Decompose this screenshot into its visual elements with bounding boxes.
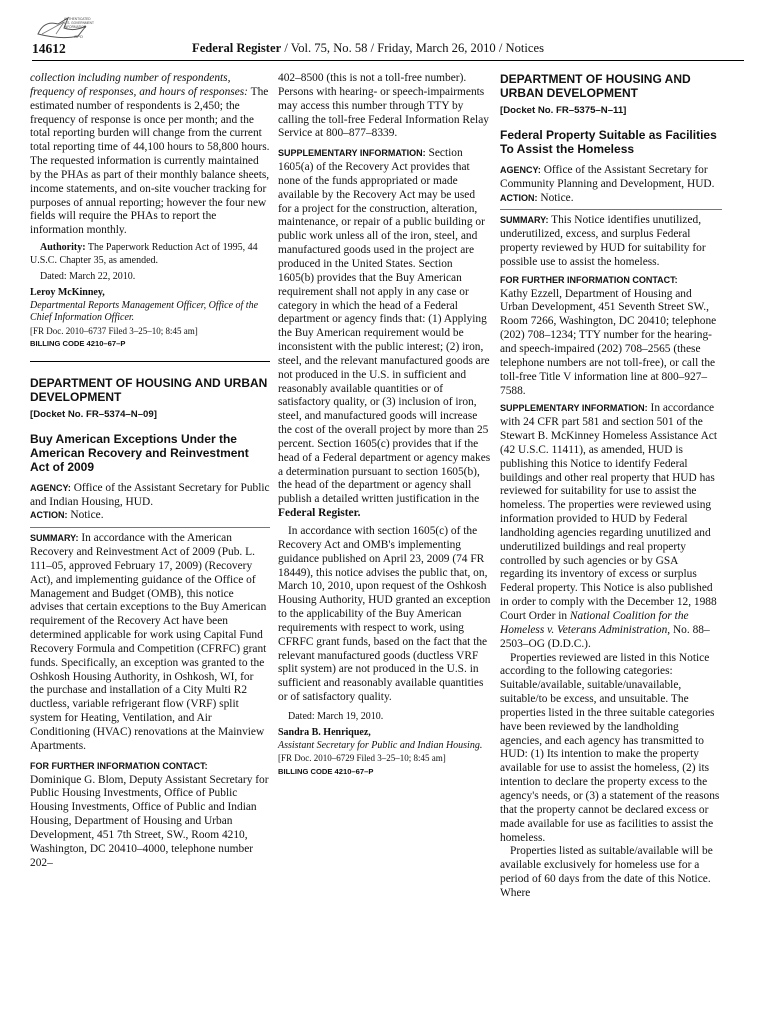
authority-note: Authority: The Paperwork Reduction Act of 1995, 44 U.S.C. Chapter 35, as amended. <box>30 242 258 266</box>
page-header <box>32 40 744 61</box>
supplementary-paragraph: SUPPLEMENTARY INFORMATION: In accordance with 24 CFR part 581 and section 501 of the Stewart B. McKinney Homeless Assistance Act (42 U.S.C. 11411), as amended, HUD is publishing this Notice to identify Federal buildings and other real property that HUD has reviewed for suitability for use to assist the homeless. The properties were reviewed using information provided to HUD by Federal landholding agencies regarding unutilized and underutilized buildings and real property controlled by such agencies or by GSA regarding its inventory of excess or surplus Federal property. This Notice is also published in order to comply with the December 12, 1988 Court Order in National Coalition for the Homeless v. Veterans Administration, No. 88–2503–OG (D.D.C.). <box>500 402 718 650</box>
gpo-authenticated-logo <box>34 14 94 42</box>
page-number: 14612 <box>32 41 66 56</box>
logo-text-1: AUTHENTICATED <box>64 17 91 21</box>
logo-text-2: U.S. GOVERNMENT <box>64 21 94 25</box>
column-1 <box>30 72 270 870</box>
column-3 <box>500 72 722 901</box>
contact-text: Kathy Ezzell, Department of Housing and Urban Development, 451 Seventh Street SW., Room 7266, Washington, DC 20410; telephone (202) 708–1234; TTY number for the hearing- and speech-impaired (202) 708–2565 (these telephone numbers are not toll-free), or call the toll-free Title V information line at 800–927–7588. <box>500 287 717 397</box>
contact-text: Dominique G. Blom, Deputy Assistant Secretary for Public Housing Investments, Office of Public Housing Investments, Office of Public and Indian Housing, Department of Housing and Urban Development, 451 7th Street, SW., Room 4210, Washington, DC 20410–4000, telephone number 202– <box>30 773 269 869</box>
action-line: ACTION: Notice. <box>30 509 104 522</box>
agency-line: AGENCY: Office of the Assistant Secretary for Community Planning and Development, HUD. <box>500 163 715 190</box>
col2-paragraph-1: 402–8500 (this is not a toll-free number). Persons with hearing- or speech-impairments may access this number through TTY by calling the toll-free Federal Information Relay Service at 800–877–8339. <box>278 72 489 140</box>
signer-title: Assistant Secretary for Public and Indian Housing. <box>278 739 483 751</box>
docket-number: [Docket No. FR–5375–N–11] <box>500 105 627 116</box>
volume-info: / Vol. 75, No. 58 / Friday, March 26, 2010 / Notices <box>281 41 544 55</box>
dated-line: Dated: March 19, 2010. <box>288 710 384 722</box>
supplementary-paragraph: SUPPLEMENTARY INFORMATION: Section 1605(a) of the Recovery Act provides that none of the funds appropriated or made available by the Recovery Act may be used for a project for the construction, alteration, maintenance, or repair of a public building or public work unless all of the iron, steel, and manufactured goods used in the project are produced in the United States. Section 1605(b) provides that the Buy American requirement shall not apply in any case or category in which the head of a Federal department or agency finds that: (1) Applying the Buy American requirement would be inconsistent with the public interest; (2) iron, steel, and the relevant manufactured goods are not produced in the U.S. in sufficient and reasonably available quantities or of satisfactory quality, or (3) inclusion of iron, steel, and manufactured goods will increase the cost of the overall project by more than 25 percent. Section 1605(c) provides that if the head of a Federal department or agency makes a determination pursuant to section 1605(b), the head of the department or agency shall publish a detailed written justification in the Federal Register. <box>278 147 491 520</box>
dated-line: Dated: March 22, 2010. <box>40 270 136 282</box>
agency-line: AGENCY: Office of the Assistant Secretary for Public and Indian Housing, HUD. <box>30 481 270 508</box>
contact-label: FOR FURTHER INFORMATION CONTACT: <box>500 274 678 285</box>
contact-label: FOR FURTHER INFORMATION CONTACT: <box>30 760 208 771</box>
fr-doc-line: [FR Doc. 2010–6729 Filed 3–25–10; 8:45 am] <box>278 753 446 764</box>
notice-title: Buy American Exceptions Under the American Recovery and Reinvestment Act of 2009 <box>30 431 249 474</box>
logo-text-3: INFORMATION <box>64 25 87 29</box>
department-heading: DEPARTMENT OF HOUSING AND URBAN DEVELOPMENT <box>500 72 691 100</box>
col3-paragraph-3: Properties listed as suitable/available will be available exclusively for homeless use for a period of 60 days from the date of this Notice. Where <box>500 845 713 899</box>
col1-paragraph-1: collection including number of respondents, frequency of responses, and hours of responses: The estimated number of respondents is 2,450; the frequency of response is once per month; and the total reporting burden will change from the current total reporting time of 44,100 hours to 58,800 hours. The requested information is currently maintained by the PHAs as part of their monthly balance sheets, income statements, and on-site voucher tracking for purposes of annual reporting; however the four new fields will require the PHAs to report the information monthly. <box>30 72 270 237</box>
col3-paragraph-2: Properties reviewed are listed in this Notice according to the following categories: Suitable/available, suitable/unavailable, suitable/to be excess, and unsuitable. The properties listed in the three suitable categories have been reviewed by the landholding agencies, and each agency has transmitted to HUD: (1) Its intention to make the property available for use to assist the homeless, (2) its intention to declare the property excess to the agency's needs, or (3) a statement of the reasons that the property cannot be declared excess or made available for use as facilities to assist the homeless. <box>500 651 720 844</box>
running-head <box>192 41 544 56</box>
logo-text-4: GPO <box>74 34 83 39</box>
signer-title: Departmental Reports Management Officer, Office of the Chief Information Officer. <box>30 299 259 324</box>
department-heading: DEPARTMENT OF HOUSING AND URBAN DEVELOPMENT <box>30 375 268 404</box>
divider <box>500 209 722 210</box>
section-divider <box>30 361 270 362</box>
signer-name: Leroy McKinney, <box>30 287 105 299</box>
notice-title: Federal Property Suitable as Facilities To Assist the Homeless <box>500 127 717 156</box>
column-2 <box>278 72 491 778</box>
docket-number: [Docket No. FR–5374–N–09] <box>30 408 157 420</box>
summary-paragraph: SUMMARY: This Notice identifies unutilized, underutilized, excess, and surplus Federal property reviewed by HUD for suitability for possible use to assist the homeless. <box>500 214 706 268</box>
fr-doc-line: [FR Doc. 2010–6737 Filed 3–25–10; 8:45 am] <box>30 325 198 336</box>
publication-name: Federal Register <box>192 41 282 55</box>
signer-name: Sandra B. Henriquez, <box>278 727 371 739</box>
billing-code: BILLING CODE 4210–67–P <box>278 766 374 776</box>
summary-paragraph: SUMMARY: In accordance with the American Recovery and Reinvestment Act of 2009 (Pub. L. 111–05, approved February 17, 2009) (Recovery Act), and implementing guidance of the Office of Management and Budget (OMB), this notice advises that certain exceptions to the Buy American requirement of the Recovery Act have been determined applicable for work using Capital Fund Recovery Formula and Competition (CFRFC) grant funds. Specifically, an exception was granted to the Oshkosh Housing Authority, in Oshkosh, WI, for the purchase and installation of a City Multi R2 ductless, variable refrigerant flow (VRF) split system for Heating, Ventilation, and Air Conditioning (HVAC) renovations at the Mainview Apartments. <box>30 532 267 752</box>
billing-code: BILLING CODE 4210–67–P <box>30 338 126 348</box>
action-line: ACTION: Notice. <box>500 191 574 204</box>
col2-paragraph-2: In accordance with section 1605(c) of the Recovery Act and OMB's implementing guidance published on April 23, 2009 (74 FR 18449), this notice advises the public that, on, March 10, 2010, upon request of the Oshkosh Housing Authority, HUD granted an exception to the applicability of the Buy American requirements with respect to work, using CFRFC grant funds, based on the fact that the relevant manufactured goods (ductless VRF split system) are not produced in the U.S. in sufficient and reasonably available quantities or of satisfactory quality. <box>278 525 491 704</box>
divider <box>30 527 270 528</box>
